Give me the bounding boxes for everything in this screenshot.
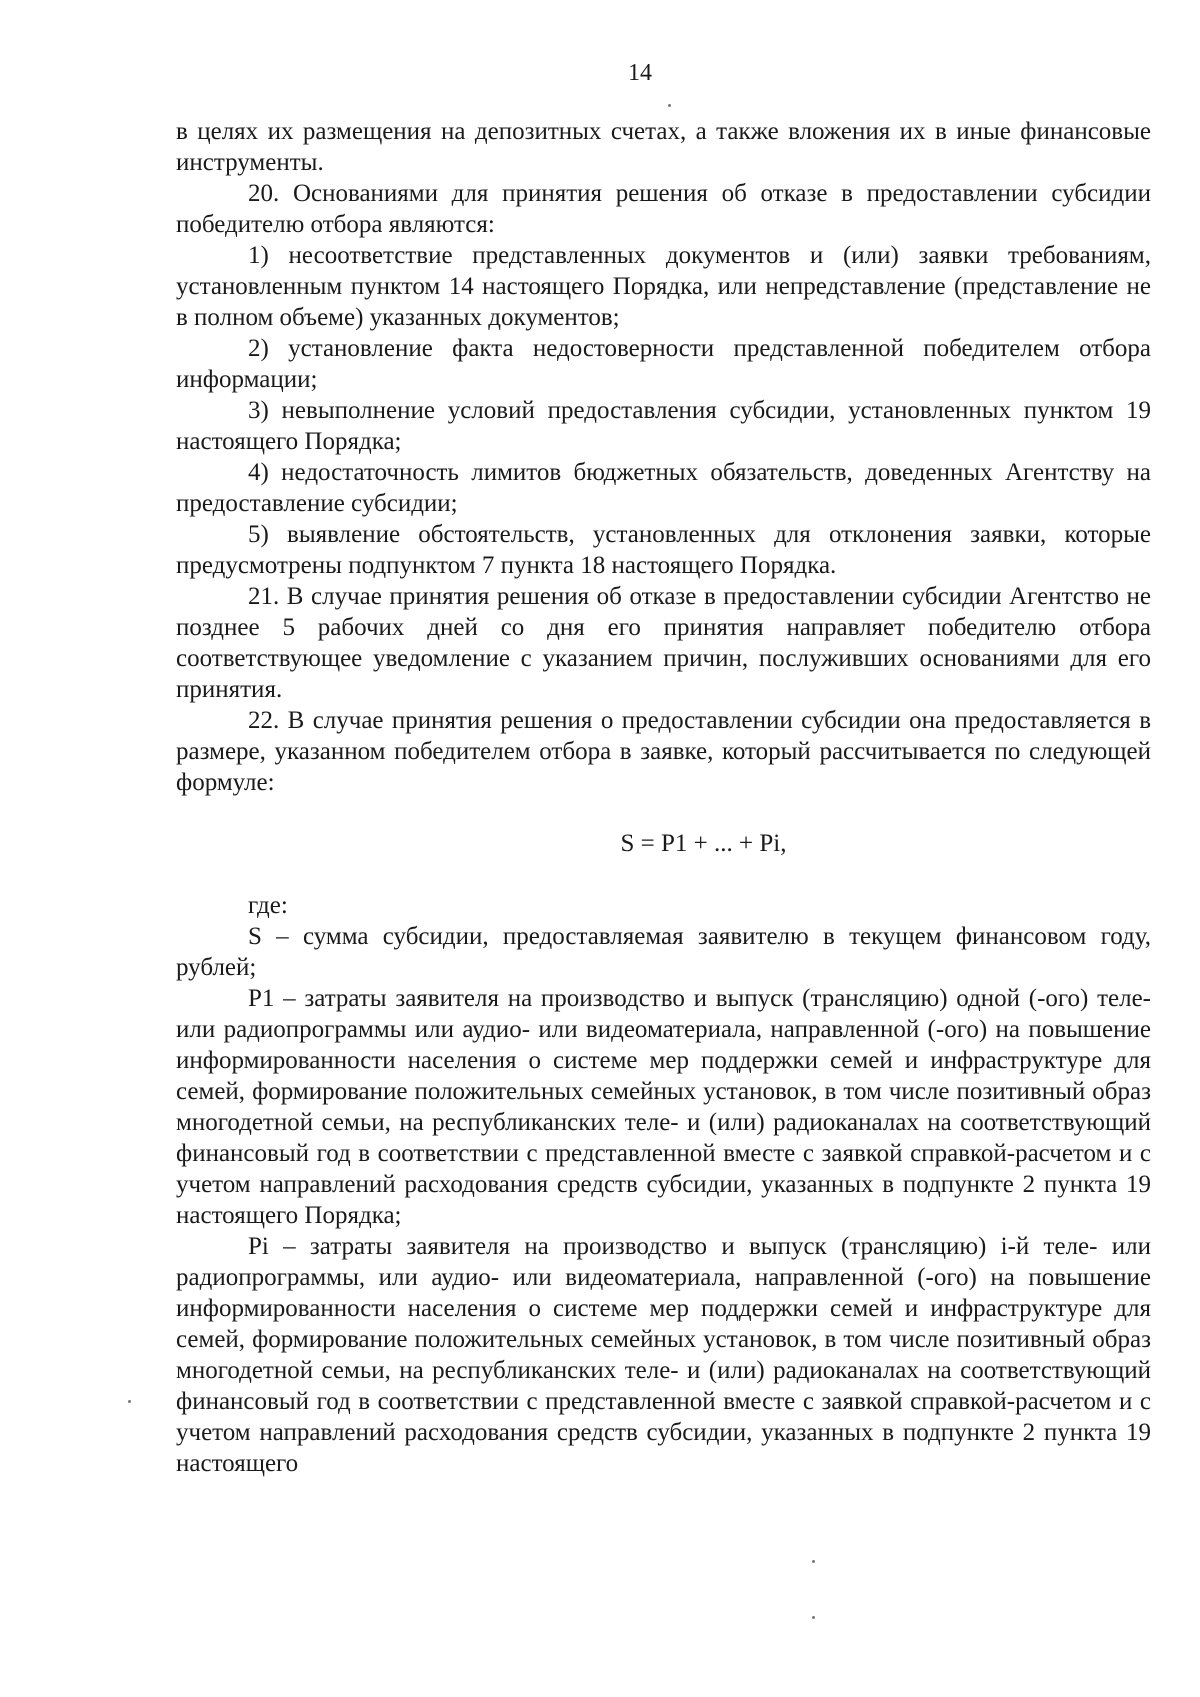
paragraph-item-22: 22. В случае принятия решения о предоставлении субсидии она предоставляется в размере, указанном победителем отбора в заявке, который рассчитывается по следующей формуле:	[176, 707, 1151, 796]
scan-speck	[812, 1560, 815, 1563]
subitem-3: 3) невыполнение условий предоставления субсидии, установленных пунктом 19 настоящего Порядка;	[176, 397, 1151, 455]
scan-speck	[128, 1400, 131, 1403]
definition-p1: P1 – затраты заявителя на производство и выпуск (трансляцию) одной (-ого) теле- или радиопрограммы или аудио- или видеоматериала, направленной (-ого) на повышение информированности населения о системе мер поддержки семей и инфраструктуре для семей, формирование положительных семейных установок, в том числе позитивный образ многодетной семьи, на республиканских теле- и (или) радиоканалах на соответствующий финансовый год в соответствии с представленной вместе с заявкой справкой-расчетом и с учетом направлений расходования средств субсидии, указанных в подпункте 2 пункта 19 настоящего Порядка;	[176, 985, 1151, 1229]
scan-speck	[668, 104, 671, 107]
paragraph-item-20: 20. Основаниями для принятия решения об отказе в предоставлении субсидии победителю отбора являются:	[176, 180, 1151, 238]
subitem-4: 4) недостаточность лимитов бюджетных обязательств, доведенных Агентству на предоставление субсидии;	[176, 459, 1151, 517]
subitem-5: 5) выявление обстоятельств, установленных для отклонения заявки, которые предусмотрены подпунктом 7 пункта 18 настоящего Порядка.	[176, 521, 1151, 579]
scan-speck	[812, 1616, 815, 1619]
definition-s: S – сумма субсидии, предоставляемая заявителю в текущем финансовом году, рублей;	[176, 923, 1151, 981]
subsidy-formula: S = P1 + ... + Pi,	[620, 830, 787, 857]
paragraph-continuation: в целях их размещения на депозитных счетах, а также вложения их в иные финансовые инструменты.	[176, 118, 1151, 176]
subitem-1: 1) несоответствие представленных документов и (или) заявки требованиям, установленным пунктом 14 настоящего Порядка, или непредставление (представление не в полном объеме) указанных документов;	[176, 242, 1151, 331]
subitem-2: 2) установление факта недостоверности представленной победителем отбора информации;	[176, 335, 1151, 393]
document-body	[176, 116, 1151, 1479]
definition-pi: Pi – затраты заявителя на производство и выпуск (трансляцию) i-й теле- или радиопрограммы, или аудио- или видеоматериала, направленной (-ого) на повышение информированности населения о системе мер поддержки семей и инфраструктуре для семей, формирование положительных семейных установок, в том числе позитивный образ многодетной семьи, на республиканских теле- и (или) радиоканалах на соответствующий финансовый год в соответствии с представленной вместе с заявкой справкой-расчетом и с учетом направлений расходования средств субсидии, указанных в подпункте 2 пункта 19 настоящего	[176, 1233, 1151, 1477]
page-number: 14	[628, 60, 652, 86]
paragraph-item-21: 21. В случае принятия решения об отказе в предоставлении субсидии Агентство не позднее 5 рабочих дней со дня его принятия направляет победителю отбора соответствующее уведомление с указанием причин, послуживших основаниями для его принятия.	[176, 583, 1151, 703]
where-label: где:	[248, 892, 288, 919]
